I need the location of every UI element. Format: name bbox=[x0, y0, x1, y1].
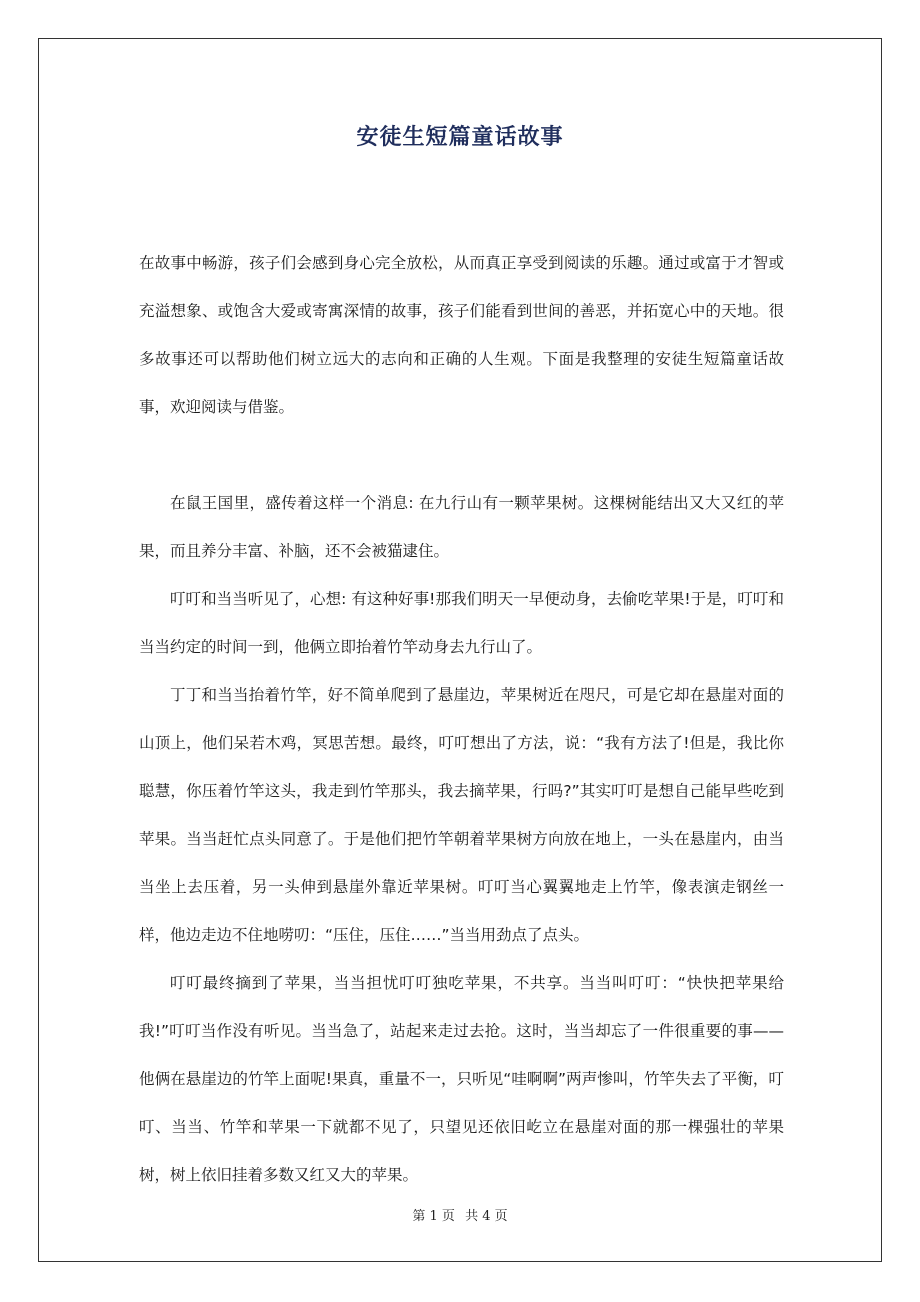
story-paragraph-3: 丁丁和当当抬着竹竿，好不简单爬到了悬崖边，苹果树近在咫尺，可是它却在悬崖对面的山顶上，他们呆若木鸡，冥思苦想。最终，叮叮想出了方法，说：“我有方法了!但是，我比你聪慧，你压着竹竿这头，我走到竹竿那头，我去摘苹果，行吗?”其实叮叮是想自己能早些吃到苹果。当当赶忙点头同意了。于是他们把竹竿朝着苹果树方向放在地上，一头在悬崖内，由当当坐上去压着，另一头伸到悬崖外靠近苹果树。叮叮当心翼翼地走上竹竿，像表演走钢丝一样，他边走边不住地唠叨：“压住，压住……”当当用劲点了点头。 bbox=[139, 686, 784, 944]
page-number: 第 1 页 bbox=[412, 1209, 455, 1224]
story-paragraph-2: 叮叮和当当听见了，心想: 有这种好事!那我们明天一早便动身，去偷吃苹果!于是，叮叮和当当约定的时间一到，他俩立即抬着竹竿动身去九行山了。 bbox=[139, 590, 784, 656]
document-title: 安徒生短篇童话故事 bbox=[356, 125, 564, 150]
page-footer bbox=[0, 1205, 920, 1224]
story-paragraph-1: 在鼠王国里，盛传着这样一个消息: 在九行山有一颗苹果树。这棵树能结出又大又红的苹果，而且养分丰富、补脑，还不会被猫逮住。 bbox=[139, 494, 784, 560]
paragraph-spacer bbox=[139, 431, 784, 479]
story-paragraph-4: 叮叮最终摘到了苹果，当当担忧叮叮独吃苹果，不共享。当当叫叮叮：“快快把苹果给我!”叮叮当作没有听见。当当急了，站起来走过去抢。这时，当当却忘了一件很重要的事——他俩在悬崖边的竹竿上面呢!果真，重量不一，只听见“哇啊啊”两声惨叫，竹竿失去了平衡，叮叮、当当、竹竿和苹果一下就都不见了，只望见还依旧屹立在悬崖对面的那一棵强壮的苹果树，树上依旧挂着多数又红又大的苹果。 bbox=[139, 974, 784, 1184]
document-body bbox=[139, 239, 784, 1199]
intro-paragraph: 在故事中畅游，孩子们会感到身心完全放松，从而真正享受到阅读的乐趣。通过或富于才智或充溢想象、或饱含大爱或寄寓深情的故事，孩子们能看到世间的善恶，并拓宽心中的天地。很多故事还可以帮助他们树立远大的志向和正确的人生观。下面是我整理的安徒生短篇童话故事，欢迎阅读与借鉴。 bbox=[139, 254, 784, 416]
page-total: 共 4 页 bbox=[465, 1209, 508, 1224]
